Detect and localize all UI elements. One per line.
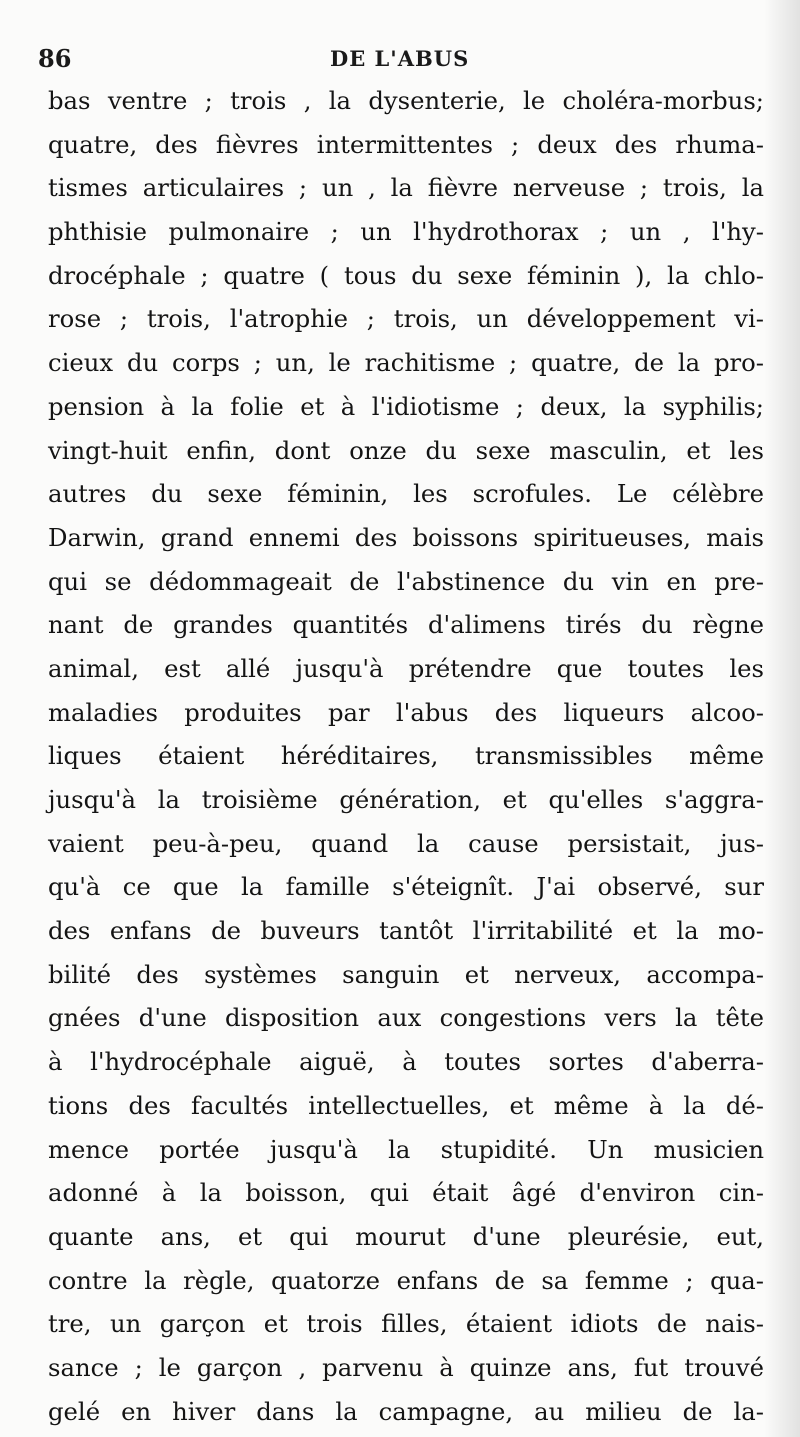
text-line: liques étaient héréditaires, transmissibles même [48, 741, 764, 771]
text-line: quante ans, et qui mourut d'une pleurésie, eut, [48, 1221, 764, 1251]
text-line: animal, est allé jusqu'à prétendre que toutes les [48, 653, 764, 683]
text-line: gelé en hiver dans la campagne, au milieu de la- [48, 1396, 764, 1426]
text-line: contre la règle, quatorze enfans de sa femme ; qua- [48, 1265, 764, 1295]
text-line: gnées d'une disposition aux congestions vers la tête [48, 1003, 764, 1033]
text-line: bas ventre ; trois , la dysenterie, le choléra-morbus; [48, 86, 764, 115]
text-line: phthisie pulmonaire ; un l'hydrothorax ; un , l'hy- [48, 217, 764, 247]
text-line: mence portée jusqu'à la stupidité. Un musicien [48, 1134, 764, 1164]
text-line: quatre, des fièvres intermittentes ; deux des rhuma- [48, 129, 764, 159]
text-line: tismes articulaires ; un , la fièvre nerveuse ; trois, la [48, 173, 764, 203]
text-line: drocéphale ; quatre ( tous du sexe féminin ), la chlo- [48, 260, 764, 290]
text-line: nant de grandes quantités d'alimens tirés du règne [48, 610, 764, 640]
text-line: sance ; le garçon , parvenu à quinze ans, fut trouvé [48, 1352, 764, 1382]
text-line: cieux du corps ; un, le rachitisme ; quatre, de la pro- [48, 348, 764, 378]
text-line: tions des facultés intellectuelles, et même à la dé- [48, 1090, 764, 1120]
text-line: des enfans de buveurs tantôt l'irritabilité et la mo- [48, 916, 764, 946]
text-line: adonné à la boisson, qui était âgé d'environ cin- [48, 1178, 764, 1208]
text-line: jusqu'à la troisième génération, et qu'elles s'aggra- [48, 785, 764, 814]
text-line: rose ; trois, l'atrophie ; trois, un développement vi- [48, 304, 764, 334]
text-line: à l'hydrocéphale aiguë, à toutes sortes d'aberra- [48, 1047, 764, 1077]
text-line: bilité des systèmes sanguin et nerveux, accompa- [48, 959, 764, 989]
text-line: autres du sexe féminin, les scrofules. Le célèbre [48, 479, 764, 509]
text-line: vingt-huit enfin, dont onze du sexe masculin, et les [48, 435, 764, 465]
body-text [48, 79, 764, 1433]
text-line: vaient peu-à-peu, quand la cause persistait, jus- [48, 828, 764, 858]
text-line: Darwin, grand ennemi des boissons spiritueuses, mais [48, 522, 764, 552]
page-header [38, 44, 778, 80]
text-line: pension à la folie et à l'idiotisme ; deux, la syphilis; [48, 391, 764, 421]
running-title: DE L'ABUS [330, 46, 470, 71]
text-line: qu'à ce que la famille s'éteignît. J'ai observé, sur [48, 872, 764, 902]
page-number: 86 [38, 44, 72, 73]
page-edge-shadow [764, 0, 800, 1437]
text-line: maladies produites par l'abus des liqueurs alcoo- [48, 697, 764, 727]
text-line: tre, un garçon et trois filles, étaient idiots de nais- [48, 1309, 764, 1339]
text-line: qui se dédommageait de l'abstinence du vin en pre- [48, 566, 764, 596]
